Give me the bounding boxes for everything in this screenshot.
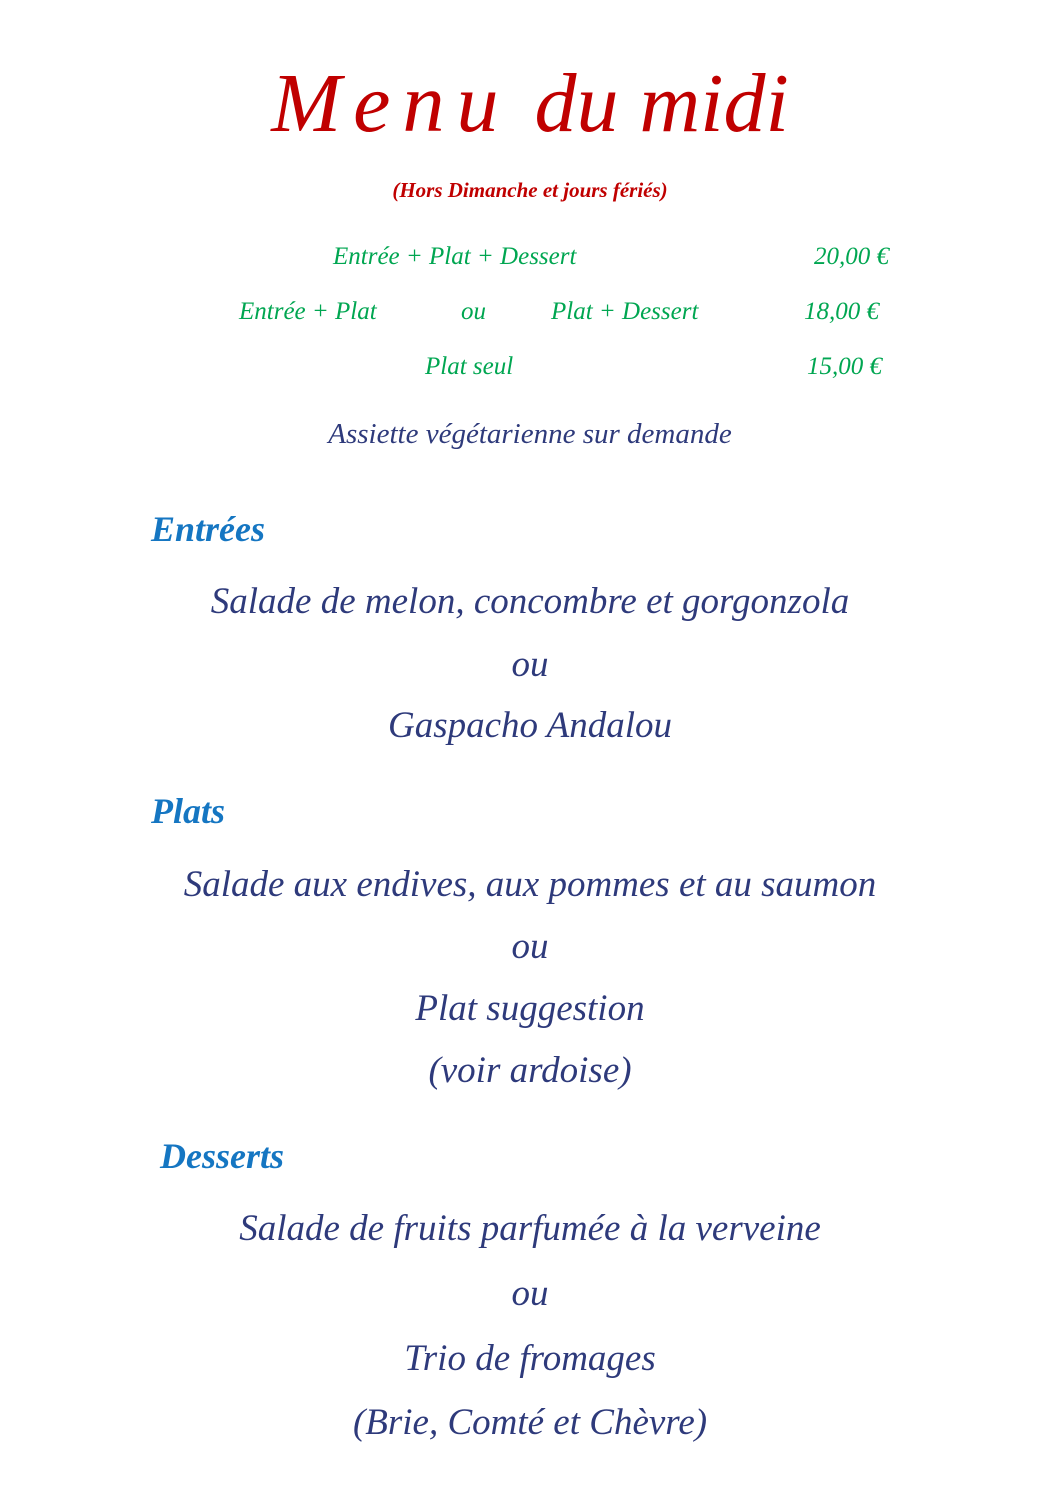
- plat-item-1: Salade aux endives, aux pommes et au saumon: [183, 864, 877, 905]
- vegetarian-note: Assiette végétarienne sur demande: [328, 418, 732, 450]
- section-heading-plats: Plats: [151, 791, 226, 831]
- menu-title: [0, 57, 1060, 150]
- plat-or: ou: [511, 926, 549, 967]
- menu-title-word1: Menu: [271, 57, 511, 150]
- formula-2-label-a: Entrée + Plat: [239, 298, 377, 325]
- formula-2-label-b: Plat + Dessert: [551, 298, 699, 325]
- formula-2-separator: ou: [461, 298, 486, 325]
- section-heading-entrees: Entrées: [151, 509, 266, 549]
- menu-title-word2: du midi: [534, 57, 789, 150]
- menu-subtitle: (Hors Dimanche et jours fériés): [392, 178, 668, 202]
- plat-item-2-note: (voir ardoise): [428, 1050, 632, 1091]
- entree-item-1: Salade de melon, concombre et gorgonzola: [210, 581, 850, 622]
- plat-item-2: Plat suggestion: [415, 988, 645, 1029]
- dessert-item-2-note: (Brie, Comté et Chèvre): [352, 1402, 708, 1443]
- formula-1-label: Entrée + Plat + Dessert: [333, 243, 577, 270]
- dessert-item-2: Trio de fromages: [404, 1338, 656, 1379]
- formula-3-label: Plat seul: [425, 353, 514, 380]
- formula-1-price: 20,00 €: [814, 243, 889, 270]
- section-heading-desserts: Desserts: [160, 1136, 284, 1176]
- entree-or: ou: [511, 644, 549, 685]
- dessert-or: ou: [511, 1273, 549, 1314]
- formula-2-price: 18,00 €: [804, 298, 879, 325]
- formula-3-price: 15,00 €: [807, 353, 882, 380]
- dessert-item-1: Salade de fruits parfumée à la verveine: [239, 1208, 821, 1249]
- entree-item-2: Gaspacho Andalou: [387, 705, 672, 746]
